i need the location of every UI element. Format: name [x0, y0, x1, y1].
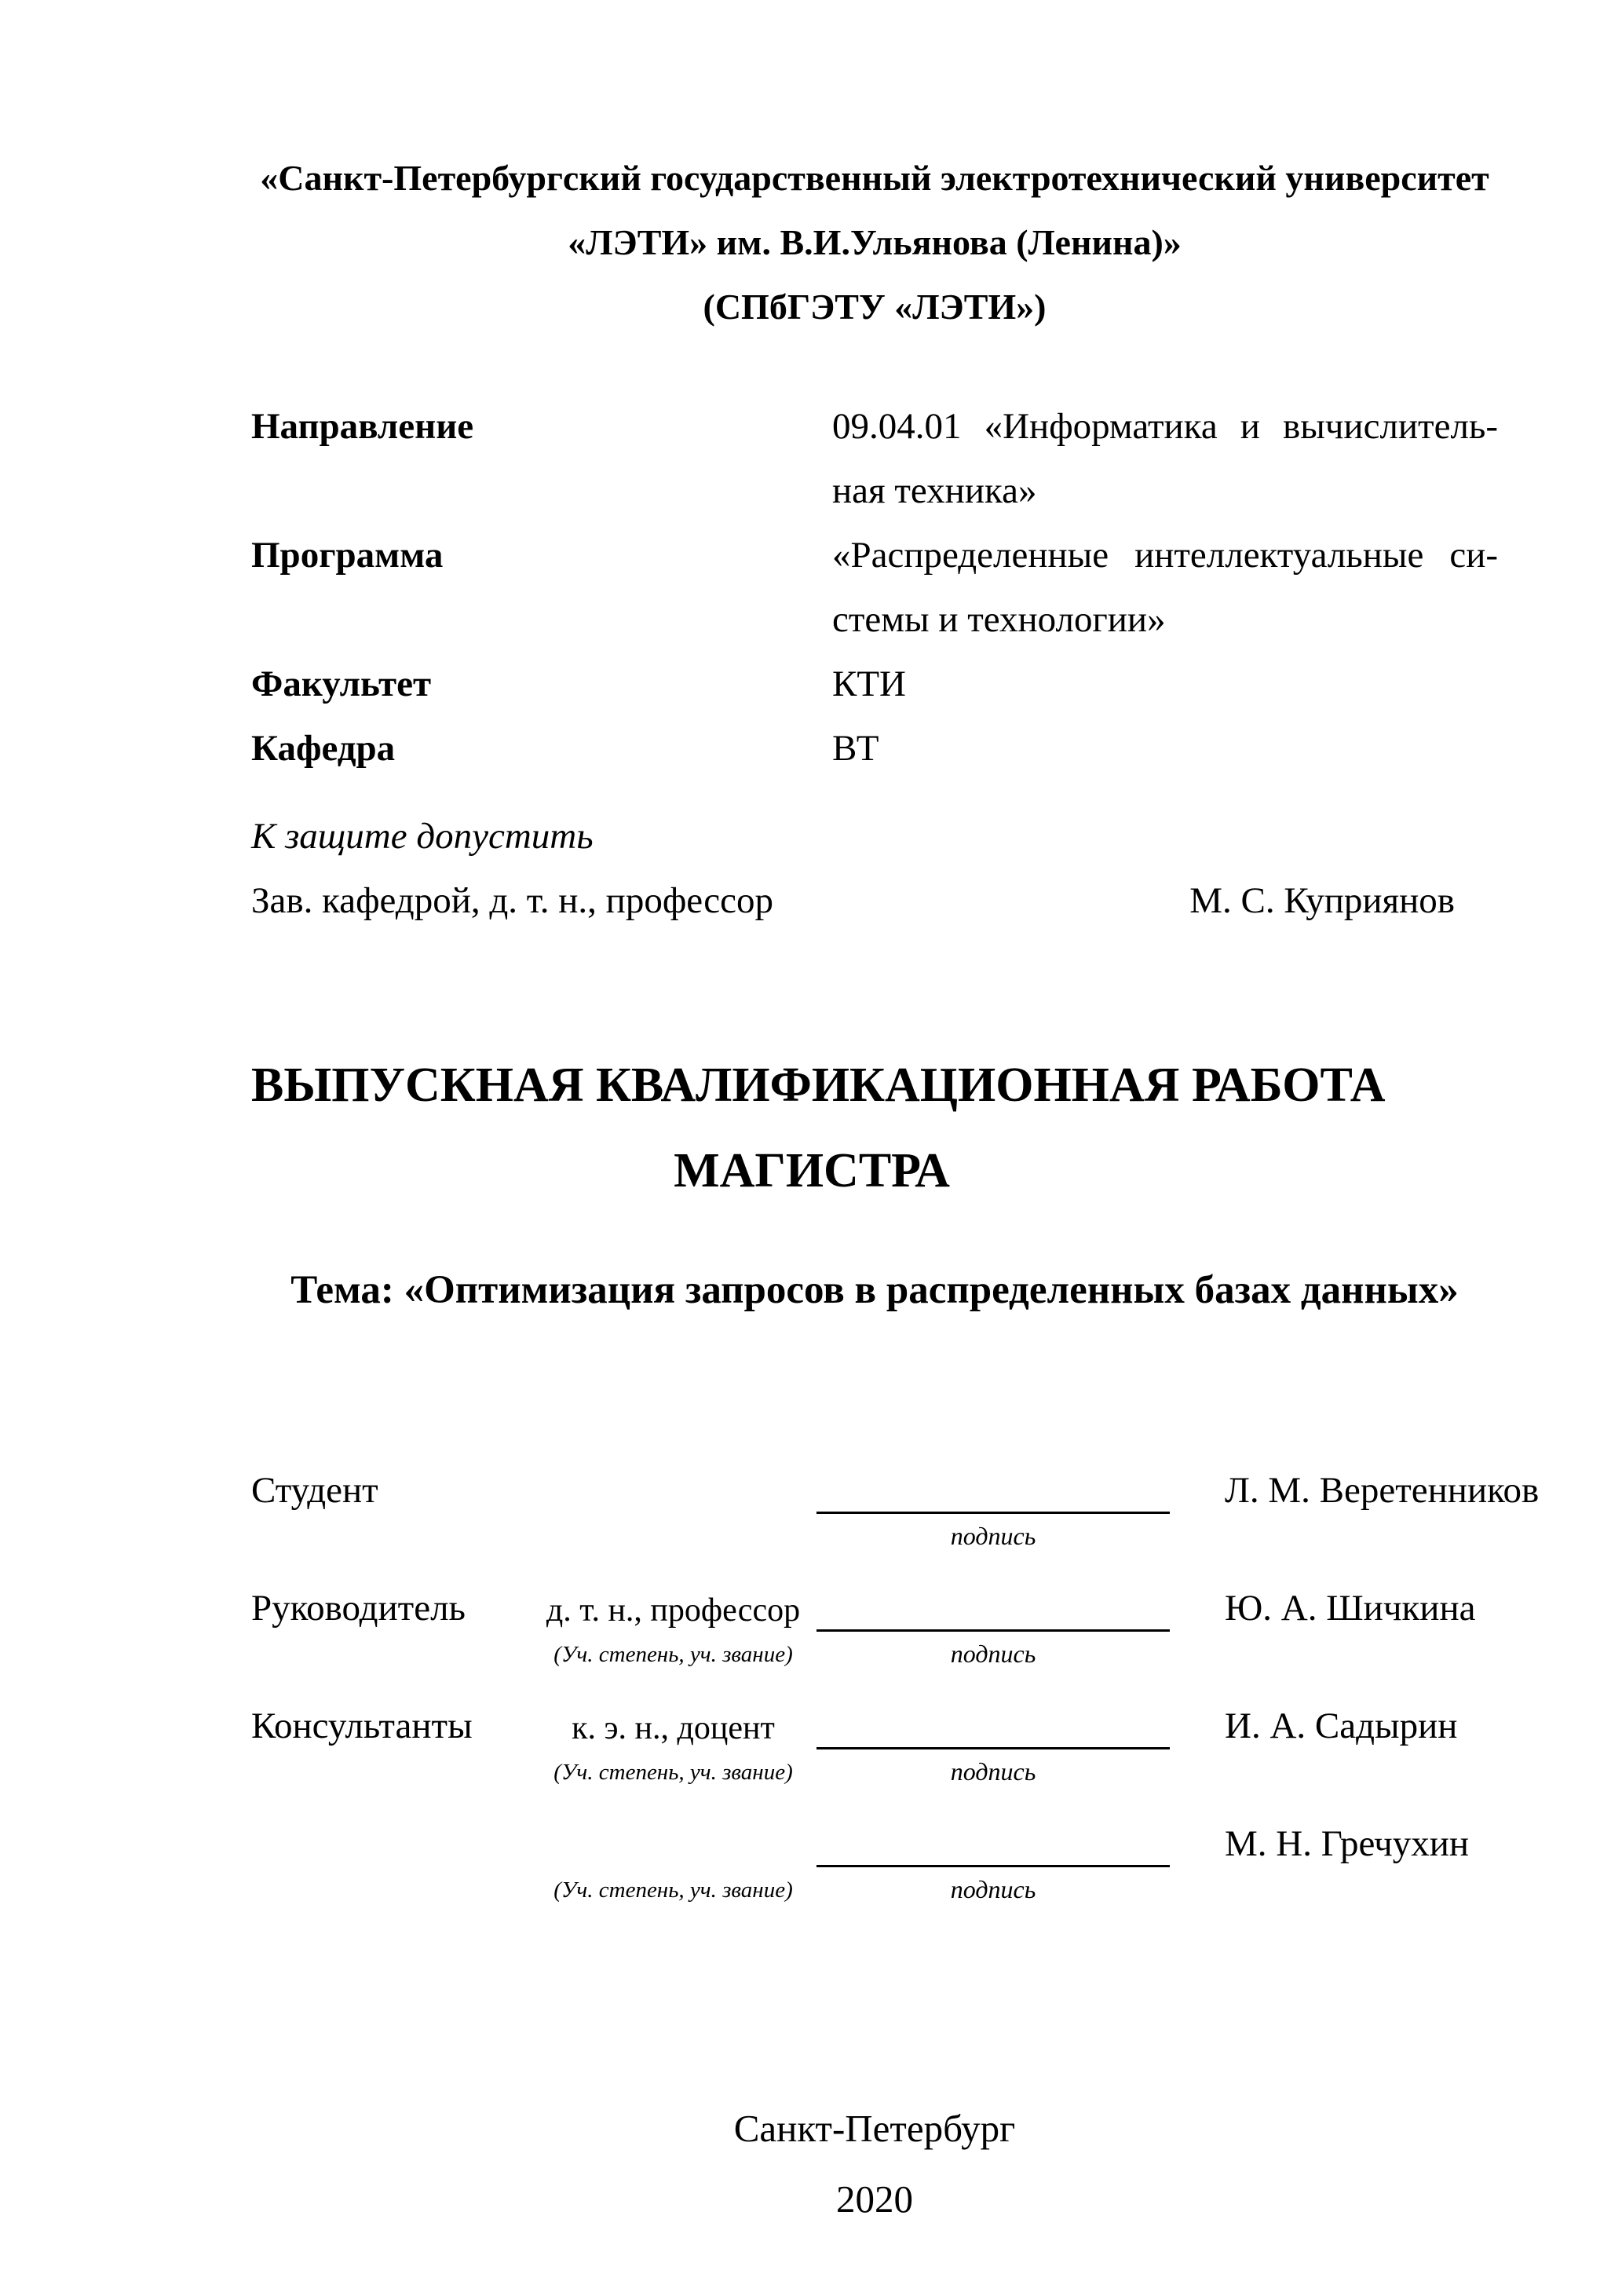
- footer-year: 2020: [836, 2177, 913, 2221]
- admission-approver-name: М. С. Куприянов: [1189, 880, 1455, 921]
- field-row-program: [251, 523, 1498, 652]
- signature-role: Консультанты: [251, 1706, 473, 1746]
- field-row-faculty: [251, 652, 1498, 716]
- admission-approver-row: [251, 868, 1498, 933]
- field-value-line: 09.04.01 «Информатика и вычислитель-: [832, 406, 1498, 447]
- signature-row-consultant-2: [251, 1822, 1498, 1940]
- signature-role: Студент: [251, 1470, 378, 1511]
- document-title-line-2: МАГИСТРА: [674, 1144, 950, 1197]
- field-label-faculty: Факультет: [251, 664, 432, 704]
- field-value-line: КТИ: [832, 664, 906, 704]
- signature-degree-caption: (Уч. степень, уч. звание): [553, 1760, 793, 1785]
- signature-caption: подпись: [950, 1875, 1036, 1903]
- university-name-line-1: «Санкт-Петербургский государственный электротехнический университет: [260, 158, 1489, 198]
- footer-city: Санкт-Петербург: [733, 2107, 1016, 2150]
- signature-degree-cell: [530, 1586, 816, 1668]
- field-value-line: ная техника»: [832, 470, 1037, 511]
- university-abbreviation: (СПбГЭТУ «ЛЭТИ»): [703, 287, 1047, 327]
- field-value-program: [832, 523, 1498, 652]
- footer: [251, 2093, 1498, 2235]
- admission-block: [251, 804, 1498, 933]
- signature-name: И. А. Садырин: [1225, 1706, 1458, 1746]
- signature-name: Ю. А. Шичкина: [1225, 1588, 1476, 1629]
- signature-line: [816, 1704, 1170, 1749]
- signature-degree-cell: [530, 1822, 816, 1903]
- field-value-line: «Распределенные интеллектуальные си-: [832, 535, 1498, 576]
- signature-caption: подпись: [950, 1640, 1036, 1668]
- signature-caption: подпись: [950, 1757, 1036, 1786]
- signature-caption: подпись: [950, 1522, 1036, 1550]
- signature-degree-cell: [530, 1704, 816, 1786]
- signature-degree: [530, 1822, 816, 1866]
- field-label-department: Кафедра: [251, 728, 396, 769]
- signature-section: [251, 1468, 1540, 1940]
- field-label-program: Программа: [251, 535, 444, 576]
- signature-line: [816, 1468, 1170, 1514]
- signature-degree: [530, 1468, 816, 1513]
- document-title: [251, 1043, 1386, 1214]
- university-header: [251, 0, 1498, 339]
- signature-line-cell: [816, 1586, 1170, 1669]
- signature-row-student: [251, 1468, 1540, 1586]
- signature-degree-caption: (Уч. степень, уч. звание): [553, 1642, 793, 1667]
- field-value-faculty: [832, 652, 1498, 716]
- field-value-line: ВТ: [832, 728, 879, 769]
- signature-row-supervisor: [251, 1586, 1498, 1704]
- admission-approver-role: Зав. кафедрой, д. т. н., профессор: [251, 880, 774, 921]
- field-row-direction: [251, 394, 1498, 523]
- signature-degree: д. т. н., профессор: [546, 1592, 801, 1629]
- field-label-direction: Направление: [251, 406, 474, 447]
- signature-row-consultant-1: [251, 1704, 1498, 1822]
- signature-line: [816, 1822, 1170, 1867]
- university-name-line-2: «ЛЭТИ» им. В.И.Ульянова (Ленина)»: [568, 222, 1182, 262]
- program-fields: [251, 394, 1498, 781]
- field-value-direction: [832, 394, 1498, 523]
- signature-degree-caption: (Уч. степень, уч. звание): [553, 1877, 793, 1903]
- field-value-line: стемы и технологии»: [832, 599, 1166, 640]
- signature-line-cell: [816, 1704, 1170, 1786]
- signature-degree-cell: [530, 1468, 816, 1523]
- field-value-department: [832, 716, 1498, 781]
- signature-line: [816, 1586, 1170, 1632]
- field-row-department: [251, 716, 1498, 781]
- signature-role: Руководитель: [251, 1588, 466, 1629]
- signature-line-cell: [816, 1822, 1170, 1904]
- document-title-line-1: ВЫПУСКНАЯ КВАЛИФИКАЦИОННАЯ РАБОТА: [251, 1058, 1386, 1112]
- signature-name: Л. М. Веретенников: [1225, 1470, 1540, 1511]
- admission-note: К защите допустить: [251, 816, 594, 857]
- signature-degree: к. э. н., доцент: [572, 1710, 775, 1746]
- thesis-theme: Тема: «Оптимизация запросов в распределенных базах данных»: [290, 1268, 1459, 1312]
- signature-name: М. Н. Гречухин: [1225, 1823, 1470, 1864]
- signature-line-cell: [816, 1468, 1170, 1551]
